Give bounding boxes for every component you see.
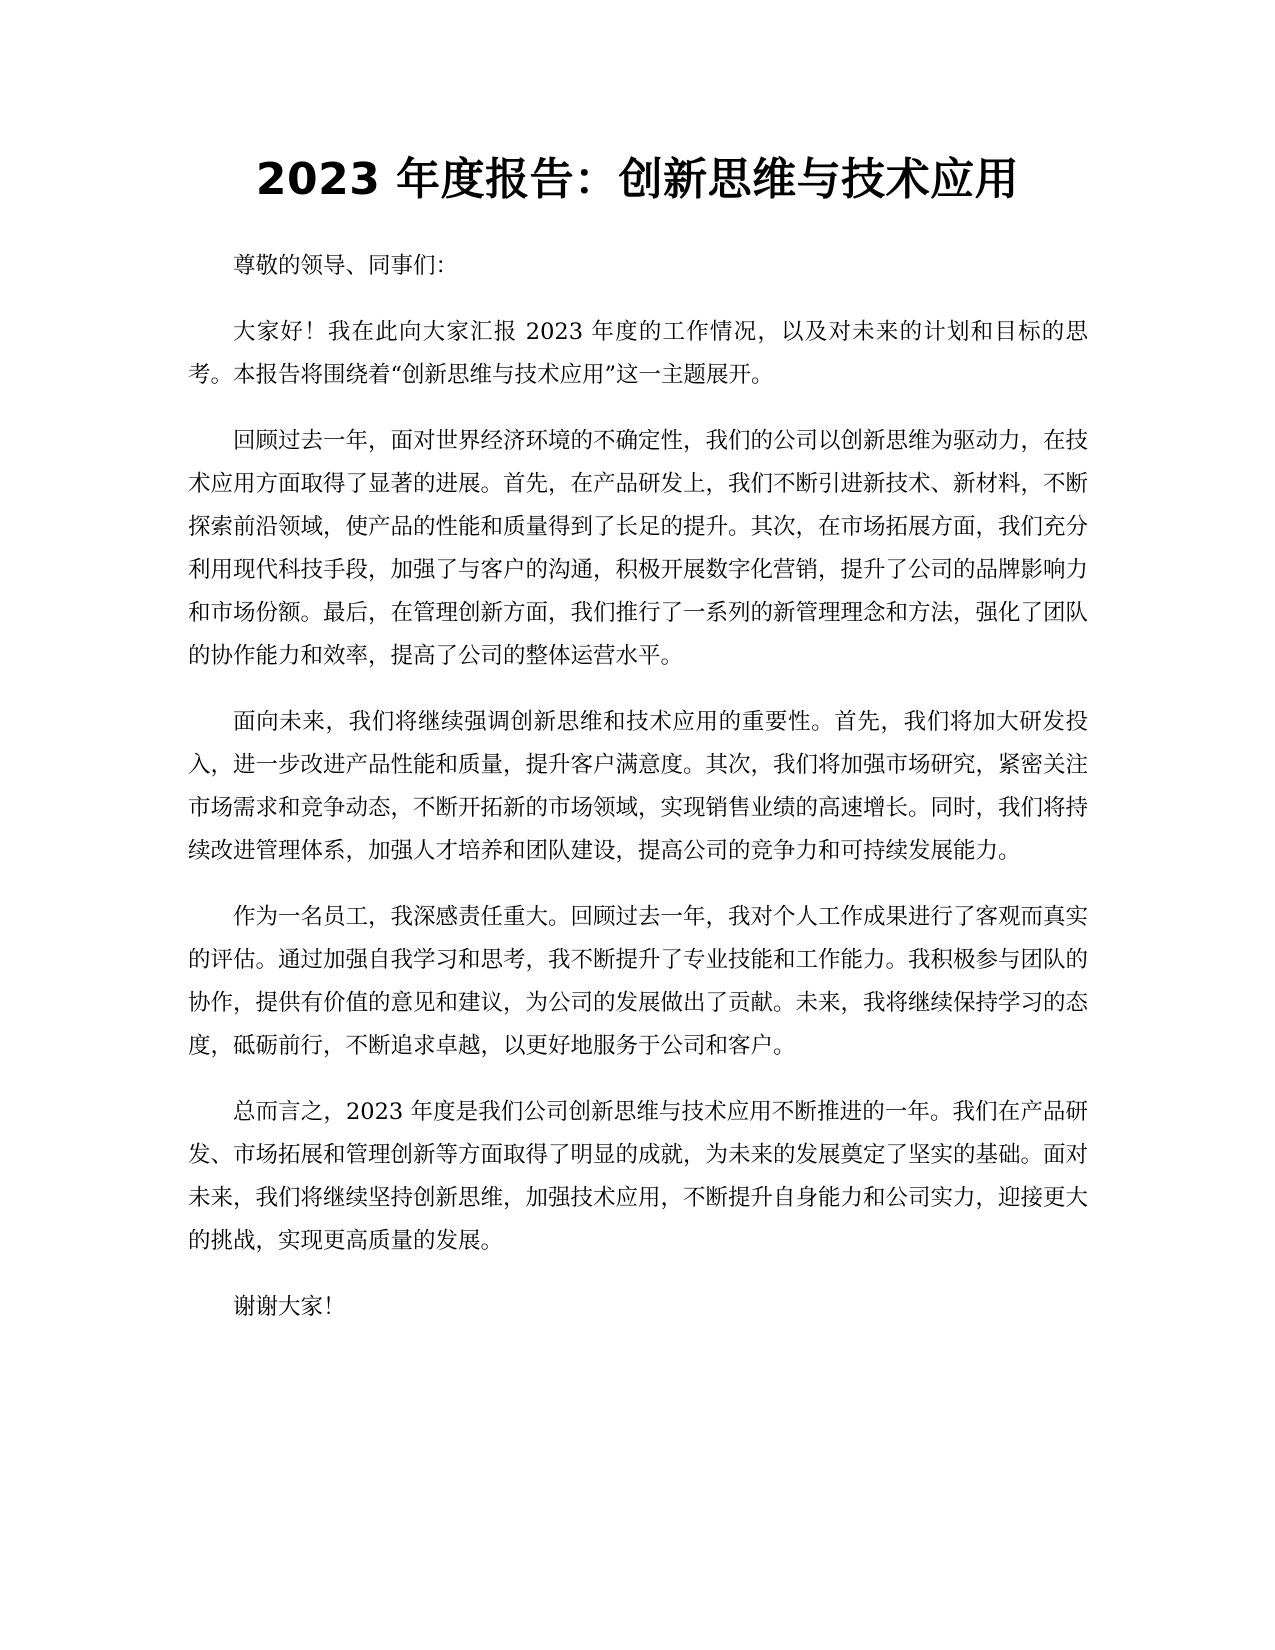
salutation-paragraph: 尊敬的领导、同事们： <box>233 253 459 279</box>
document-title: 2023 年度报告：创新思维与技术应用 <box>255 154 1020 205</box>
closing-paragraph: 谢谢大家！ <box>233 1294 346 1320</box>
future-paragraph: 面向未来，我们将继续强调创新思维和技术应用的重要性。首先，我们将加大研发投入，进一步改进产品性能和质量，提升客户满意度。其次，我们将加强市场研究，紧密关注市场需求和竞争动态，不断开拓新的市场领域，实现销售业绩的高速增长。同时，我们将持续改进管理体系，加强人才培养和团队建设，提高公司的竞争力和可持续发展能力。 <box>188 709 1089 864</box>
personal-paragraph: 作为一名员工，我深感责任重大。回顾过去一年，我对个人工作成果进行了客观而真实的评估。通过加强自我学习和思考，我不断提升了专业技能和工作能力。我积极参与团队的协作，提供有价值的意见和建议，为公司的发展做出了贡献。未来，我将继续保持学习的态度，砥砺前行，不断追求卓越，以更好地服务于公司和客户。 <box>188 904 1089 1059</box>
document-body <box>188 245 1088 1352</box>
summary-paragraph: 总而言之，2023 年度是我们公司创新思维与技术应用不断推进的一年。我们在产品研发、市场拓展和管理创新等方面取得了明显的成就，为未来的发展奠定了坚实的基础。面对未来，我们将继续坚持创新思维，加强技术应用，不断提升自身能力和公司实力，迎接更大的挑战，实现更高质量的发展。 <box>188 1099 1089 1254</box>
intro-paragraph: 大家好！我在此向大家汇报 2023 年度的工作情况，以及对未来的计划和目标的思考。本报告将围绕着“创新思维与技术应用”这一主题展开。 <box>188 319 1088 388</box>
review-paragraph: 回顾过去一年，面对世界经济环境的不确定性，我们的公司以创新思维为驱动力，在技术应用方面取得了显著的进展。首先，在产品研发上，我们不断引进新技术、新材料，不断探索前沿领域，使产品的性能和质量得到了长足的提升。其次，在市场拓展方面，我们充分利用现代科技手段，加强了与客户的沟通，积极开展数字化营销，提升了公司的品牌影响力和市场份额。最后，在管理创新方面，我们推行了一系列的新管理理念和方法，强化了团队的协作能力和效率，提高了公司的整体运营水平。 <box>188 428 1089 669</box>
